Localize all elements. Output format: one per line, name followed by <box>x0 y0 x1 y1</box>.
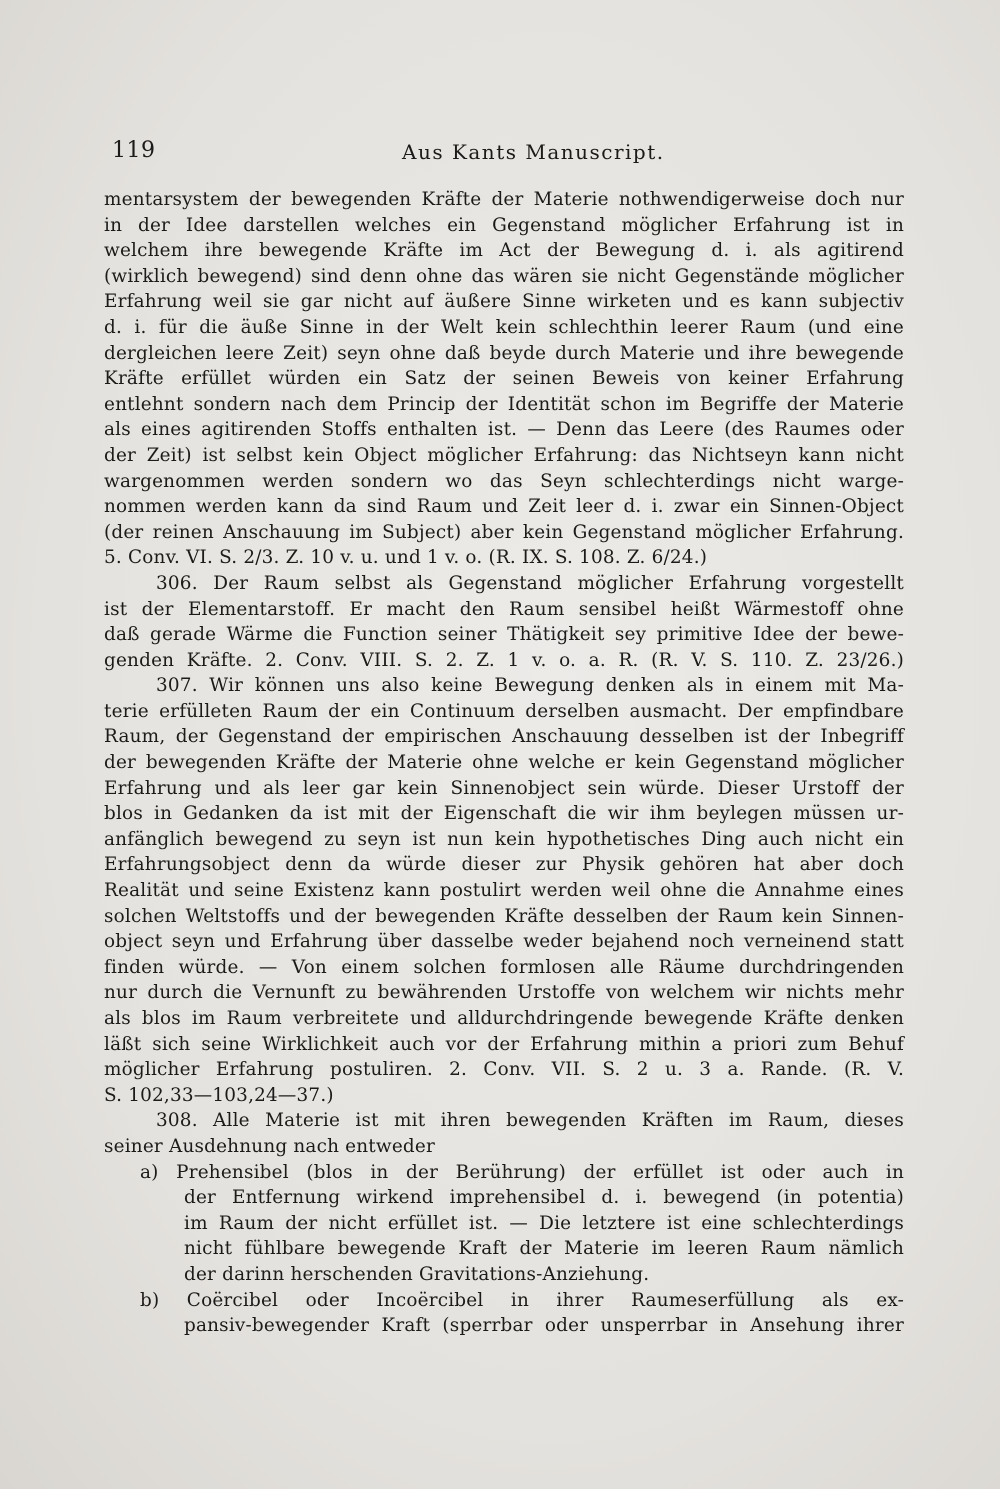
text-line: Kräfte erfüllet würden ein Satz der seinen Beweis von keiner Erfahrung <box>104 368 904 390</box>
text-line: Erfahrung und als leer gar kein Sinnenobject sein würde. Dieser Urstoff der <box>104 777 904 799</box>
text-line: läßt sich seine Wirklichkeit auch vor der Erfahrung mithin a priori zum Behuf <box>104 1033 904 1055</box>
text-line: 308. Alle Materie ist mit ihren bewegenden Kräften im Raum, dieses <box>156 1110 904 1132</box>
text-line: (wirklich bewegend) sind denn ohne das wären sie nicht Gegenstände möglicher <box>104 265 904 287</box>
text-line: mentarsystem der bewegenden Kräfte der Materie nothwendigerweise doch nur <box>104 189 904 210</box>
text-line: b) Coërcibel oder Incoërcibel in ihrer Raumeserfüllung als ex- <box>140 1289 904 1311</box>
text-line: daß gerade Wärme die Function seiner Thätigkeit sey primitive Idee der bewe- <box>104 624 904 646</box>
page-number: 119 <box>112 138 156 163</box>
text-line: möglicher Erfahrung postuliren. 2. Conv. VII. S. 2 u. 3 a. Rande. (R. V. <box>104 1059 904 1081</box>
text-line: dergleichen leere Zeit) seyn ohne daß beyde durch Materie und ihre bewegende <box>104 342 904 364</box>
text-line: finden würde. — Von einem solchen formlosen alle Räume durchdringenden <box>104 956 904 978</box>
text-line: seiner Ausdehnung nach entweder <box>104 1135 435 1157</box>
text-line: entlehnt sondern nach dem Princip der Identität schon im Begriffe der Materie <box>104 393 904 415</box>
text-line: nicht fühlbare bewegende Kraft der Materie im leeren Raum nämlich <box>184 1238 904 1260</box>
text-line: der Zeit) ist selbst kein Object möglicher Erfahrung: das Nichtseyn kann nicht <box>104 444 904 466</box>
text-line: object seyn und Erfahrung über dasselbe weder bejahend noch verneinend statt <box>104 931 904 953</box>
text-line: 5. Conv. VI. S. 2/3. Z. 10 v. u. und 1 v. o. (R. IX. S. 108. Z. 6/24.) <box>104 547 708 569</box>
text-line: der Entfernung wirkend imprehensibel d. i. bewegend (in potentia) <box>184 1187 904 1209</box>
body-text <box>104 187 904 1339</box>
text-line: d. i. für die äuße Sinne in der Welt kein schlechthin leerer Raum (und eine <box>104 316 904 338</box>
text-line: im Raum der nicht erfüllet ist. — Die letztere ist eine schlechterdings <box>184 1212 904 1234</box>
text-line: anfänglich bewegend zu seyn ist nun kein hypothetisches Ding auch nicht ein <box>104 828 904 850</box>
text-line: nur durch die Vernunft zu bewährenden Urstoffe von welchem wir nichts mehr <box>104 982 904 1004</box>
text-line: (der reinen Anschauung im Subject) aber kein Gegenstand möglicher Erfahrung. <box>104 521 904 543</box>
text-line: Erfahrung weil sie gar nicht auf äußere Sinne wirketen und es kann subjectiv <box>104 291 904 313</box>
text-line: Raum, der Gegenstand der empirischen Anschauung desselben ist der Inbegriff <box>104 726 904 748</box>
text-line: 307. Wir können uns also keine Bewegung denken als in einem mit Ma- <box>156 675 904 697</box>
text-line: blos in Gedanken da ist mit der Eigenschaft die wir ihm beylegen müssen ur- <box>104 803 904 825</box>
page-header <box>112 138 902 172</box>
text-line: der darinn herschenden Gravitations-Anziehung. <box>184 1263 650 1285</box>
text-line: Realität und seine Existenz kann postulirt werden weil ohne die Annahme eines <box>104 880 904 902</box>
text-line: wargenommen werden sondern wo das Seyn schlechterdings nicht warge- <box>104 470 904 492</box>
text-line: Erfahrungsobject denn da würde dieser zur Physik gehören hat aber doch <box>104 854 904 876</box>
text-line: 306. Der Raum selbst als Gegenstand möglicher Erfahrung vorgestellt <box>156 572 904 594</box>
text-line: solchen Weltstoffs und der bewegenden Kräfte desselben der Raum kein Sinnen- <box>104 905 904 927</box>
text-line: als eines agitirenden Stoffs enthalten ist. — Denn das Leere (des Raumes oder <box>104 419 904 441</box>
text-line: pansiv-bewegender Kraft (sperrbar oder unsperrbar in Ansehung ihrer <box>184 1315 904 1337</box>
text-line: in der Idee darstellen welches ein Gegenstand möglicher Erfahrung ist in <box>104 214 904 236</box>
text-line: genden Kräfte. 2. Conv. VIII. S. 2. Z. 1 v. o. a. R. (R. V. S. 110. Z. 23/26.) <box>104 649 904 671</box>
text-line: terie erfülleten Raum der ein Continuum derselben ausmacht. Der empfindbare <box>104 700 904 722</box>
text-line: der bewegenden Kräfte der Materie ohne welche er kein Gegenstand möglicher <box>104 752 904 774</box>
text-line: welchem ihre bewegende Kräfte im Act der Bewegung d. i. als agitirend <box>104 240 904 262</box>
text-line: nommen werden kann da sind Raum und Zeit leer d. i. zwar ein Sinnen-Object <box>104 496 904 518</box>
running-head: Aus Kants Manuscript. <box>402 140 665 164</box>
text-line: ist der Elementarstoff. Er macht den Raum sensibel heißt Wärmestoff ohne <box>104 598 904 620</box>
text-line: als blos im Raum verbreitete und alldurchdringende bewegende Kräfte denken <box>104 1008 904 1029</box>
text-line: S. 102,33—103,24—37.) <box>104 1084 334 1106</box>
text-line: a) Prehensibel (blos in der Berührung) der erfüllet ist oder auch in <box>140 1161 904 1183</box>
